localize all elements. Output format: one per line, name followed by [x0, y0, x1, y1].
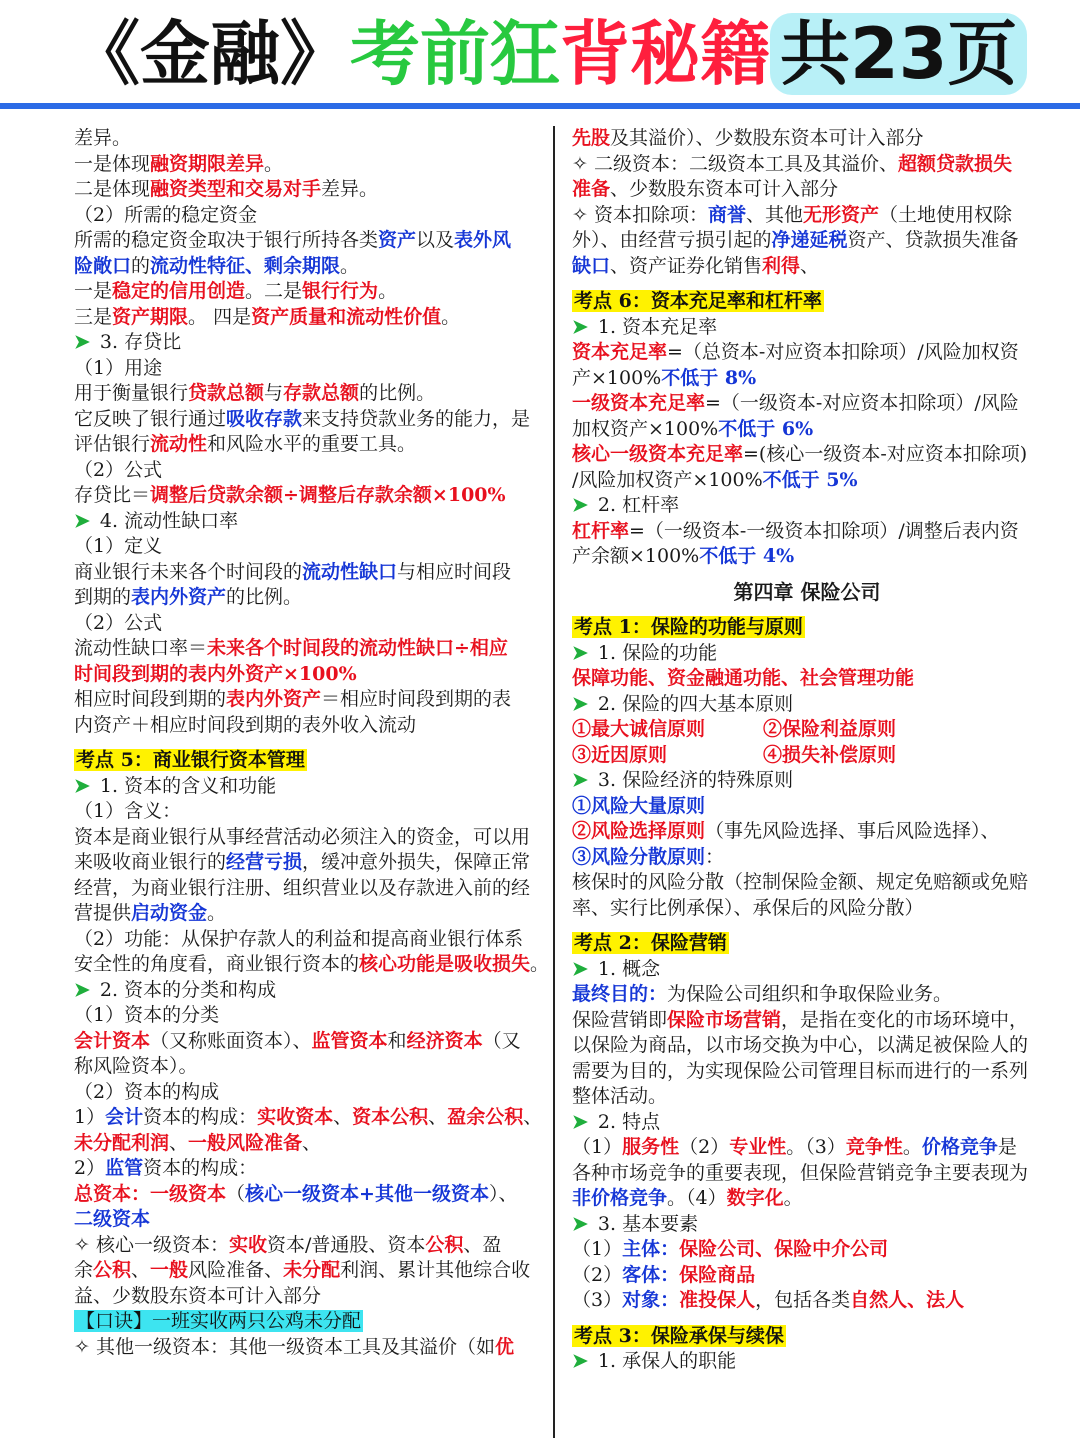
section-heading: ➤ 4. 流动性缺口率	[74, 509, 239, 532]
text-line: 一是体现融资期限差异。	[74, 152, 284, 175]
text-line: 险敞口的流动性特征、剩余期限。	[74, 254, 360, 277]
text-line: ①风险大量原则	[572, 794, 706, 817]
text-line: （2）资本的构成	[74, 1080, 220, 1103]
text-line: 用于衡量银行贷款总额与存款总额的比例。	[74, 382, 436, 404]
text-line: （1）用途	[74, 356, 163, 379]
arrow-icon: ➤	[572, 315, 588, 338]
text-line: ✧ 二级资本：二级资本工具及其溢价、超额贷款损失	[572, 152, 1012, 175]
text-line: 核保时的风险分散（控制保险金额、规定免赔额或免赔	[572, 871, 1029, 893]
text-line: 二级资本	[74, 1208, 151, 1230]
text-line: 一级资本充足率=（一级资本-对应资本扣除项）/风险	[572, 392, 1019, 414]
arrow-icon: ➤	[74, 774, 90, 797]
text-line: ✧ 资本扣除项：商誉、其他无形资产（土地使用权除	[572, 203, 1013, 226]
section-heading: ➤ 1. 保险的功能	[572, 641, 718, 664]
text-line: 加权资产×100%不低于 6%	[572, 417, 814, 440]
column-divider	[553, 126, 555, 1438]
text-line: 杠杆率=（一级资本-一级资本扣除项）/调整后表内资	[572, 519, 1019, 542]
text-line: 率、实行比例承保）、承保后的风险分散）	[572, 896, 924, 919]
text-line: 称风险资本）。	[74, 1055, 198, 1077]
text-line: （1）定义	[74, 535, 163, 557]
text-line: 产余额×100%不低于 4%	[572, 545, 795, 567]
text-line: （2）所需的稳定资金	[74, 203, 258, 226]
arrow-icon: ➤	[74, 331, 90, 353]
text-line: （2）功能：从保护存款人的利益和提高商业银行体系	[74, 927, 524, 950]
section-heading: ➤ 2. 保险的四大基本原则	[572, 692, 794, 715]
text-line: 需要为目的，为实现保险公司管理目标而进行的一系列	[572, 1059, 1029, 1082]
arrow-icon: ➤	[74, 978, 90, 1001]
text-line: 先股及其溢价）、少数股东资本可计入部分	[572, 127, 924, 149]
section-heading: ➤ 2. 杠杆率	[572, 494, 680, 516]
text-line: 整体活动。	[572, 1085, 668, 1107]
text-line: （1）主体：保险公司、保险中介公司	[572, 1238, 889, 1260]
arrow-icon: ➤	[74, 509, 90, 532]
page-title: 《金融》考前狂背秘籍 共23页	[70, 14, 1027, 94]
text-line: 保险营销即保险市场营销，是指在变化的市场环境中，	[572, 1008, 1029, 1031]
text-line: 未分配利润、一般风险准备、	[74, 1131, 322, 1154]
mnemonic: 【口诀】一班实收两只公鸡未分配	[76, 1310, 362, 1332]
text-line: /风险加权资产×100%不低于 5%	[572, 468, 858, 491]
text-line: （1）服务性（2）专业性。（3）竞争性。价格竞争是	[572, 1136, 1017, 1158]
topic-heading: 考点 1：保险的功能与原则	[574, 616, 803, 638]
text-line: 余公积、一般风险准备、未分配利润、累计其他综合收	[74, 1259, 531, 1281]
text-line: 营提供启动资金。	[74, 902, 227, 924]
section-heading: ➤ 1. 概念	[572, 957, 661, 980]
text-line: 2）监管资本的构成：	[74, 1157, 258, 1179]
text-line: 经营，为商业银行注册、组织营业以及存款进入前的经	[74, 876, 531, 899]
text-line: 评估银行流动性和风险水平的重要工具。	[74, 433, 417, 455]
text-line: 内资产＋相应时间段到期的表外收入流动	[74, 713, 417, 736]
text-line: 以保险为商品，以市场交换为中心，以满足被保险人的	[572, 1034, 1029, 1056]
text-line: 资本是商业银行从事经营活动必须注入的资金，可以用	[74, 825, 531, 848]
text-line: 总资本：一级资本（核心一级资本+其他一级资本）、	[74, 1182, 518, 1205]
chapter-title: 第四章 保险公司	[733, 579, 881, 604]
topic-heading: 考点 5：商业银行资本管理	[76, 749, 305, 771]
text-line: ①最大诚信原则 ②保险利益原则	[572, 718, 897, 740]
arrow-icon: ➤	[572, 1110, 588, 1133]
arrow-icon: ➤	[572, 1350, 588, 1372]
text-line: 差异。	[74, 127, 132, 149]
text-line: （1）资本的分类	[74, 1004, 220, 1026]
section-heading: ➤ 2. 资本的分类和构成	[74, 978, 277, 1001]
text-line: ✧ 其他一级资本：其他一级资本工具及其溢价（如优	[74, 1335, 514, 1358]
text-line: 一是稳定的信用创造。二是银行行为。	[74, 280, 398, 302]
topic-heading: 考点 2：保险营销	[574, 932, 727, 954]
section-heading: ➤ 3. 存贷比	[74, 331, 182, 353]
text-line: ③近因原则 ④损失补偿原则	[572, 743, 897, 766]
text-line: （2）公式	[74, 611, 163, 634]
text-line: 资本充足率=（总资本-对应资本扣除项）/风险加权资	[572, 341, 1019, 363]
text-line: 核心一级资本充足率=(核心一级资本-对应资本扣除项)	[572, 443, 1028, 465]
text-line: 最终目的：为保险公司组织和争取保险业务。	[572, 983, 953, 1005]
text-line: ②风险选择原则（事先风险选择、事后风险选择）、	[572, 820, 1000, 842]
text-line: 外）、由经营亏损引起的净递延税资产、贷款损失准备	[572, 229, 1019, 251]
section-heading: ➤ 2. 特点	[572, 1110, 661, 1133]
section-heading: ➤ 1. 资本充足率	[572, 315, 718, 338]
arrow-icon: ➤	[572, 1212, 588, 1235]
right-column	[572, 126, 1042, 1375]
section-heading: ➤ 3. 基本要素	[572, 1212, 699, 1235]
text-line: 产×100%不低于 8%	[572, 366, 757, 389]
text-line: 所需的稳定资金取决于银行所持各类资产以及表外风	[74, 229, 512, 251]
text-line: 各种市场竞争的重要表现，但保险营销竞争主要表现为	[572, 1161, 1029, 1184]
text-line: 会计资本（又称账面资本）、监管资本和经济资本（又	[74, 1029, 521, 1052]
text-line: 缺口、资产证券化销售利得、	[572, 254, 820, 277]
arrow-icon: ➤	[572, 494, 588, 516]
text-line: （3）对象：准投保人，包括各类自然人、法人	[572, 1289, 965, 1311]
section-heading: ➤ 1. 承保人的职能	[572, 1350, 737, 1372]
topic-heading: 考点 6：资本充足率和杠杆率	[574, 290, 822, 312]
text-line: （2）公式	[74, 458, 163, 481]
text-line: ✧ 核心一级资本：实收资本/普通股、资本公积、盈	[74, 1233, 502, 1256]
text-line: 商业银行未来各个时间段的流动性缺口与相应时间段	[74, 560, 512, 583]
text-line: （1）含义：	[74, 800, 182, 822]
section-heading: ➤ 1. 资本的含义和功能	[74, 774, 277, 797]
arrow-icon: ➤	[572, 692, 588, 715]
text-line: 流动性缺口率＝未来各个时间段的流动性缺口÷相应	[74, 637, 508, 659]
arrow-icon: ➤	[572, 641, 588, 664]
text-line: 1）会计资本的构成：实收资本、资本公积、盈余公积、	[74, 1106, 543, 1128]
text-line: 益、少数股东资本可计入部分	[74, 1284, 322, 1307]
section-heading: ➤ 3. 保险经济的特殊原则	[572, 769, 794, 791]
text-line: 到期的表内外资产的比例。	[74, 586, 303, 608]
text-line: 准备、少数股东资本可计入部分	[572, 178, 839, 200]
header	[0, 0, 1080, 100]
topic-heading: 考点 3：保险承保与续保	[574, 1324, 784, 1347]
text-line: 保障功能、资金融通功能、社会管理功能	[572, 667, 915, 689]
header-rule	[0, 103, 1080, 109]
text-line: 相应时间段到期的表内外资产＝相应时间段到期的表	[74, 688, 512, 710]
text-line: 时间段到期的表内外资产×100%	[74, 662, 357, 685]
arrow-icon: ➤	[572, 769, 588, 791]
text-line: 二是体现融资类型和交易对手差异。	[74, 178, 379, 200]
text-line: 来吸收商业银行的经营亏损，缓冲意外损失，保障正常	[74, 851, 531, 873]
text-line: 安全性的角度看，商业银行资本的核心功能是吸收损失。	[74, 953, 550, 975]
text-line: （2）客体：保险商品	[572, 1263, 756, 1286]
text-line: 它反映了银行通过吸收存款来支持贷款业务的能力，是	[74, 407, 531, 430]
left-column	[74, 126, 550, 1360]
text-line: 存贷比＝调整后贷款余额÷调整后存款余额×100%	[74, 484, 506, 506]
text-line: 非价格竞争。（4）数字化。	[572, 1187, 803, 1209]
text-line: 三是资产期限。 四是资产质量和流动性价值。	[74, 305, 461, 328]
arrow-icon: ➤	[572, 957, 588, 980]
text-line: ③风险分散原则：	[572, 845, 725, 868]
